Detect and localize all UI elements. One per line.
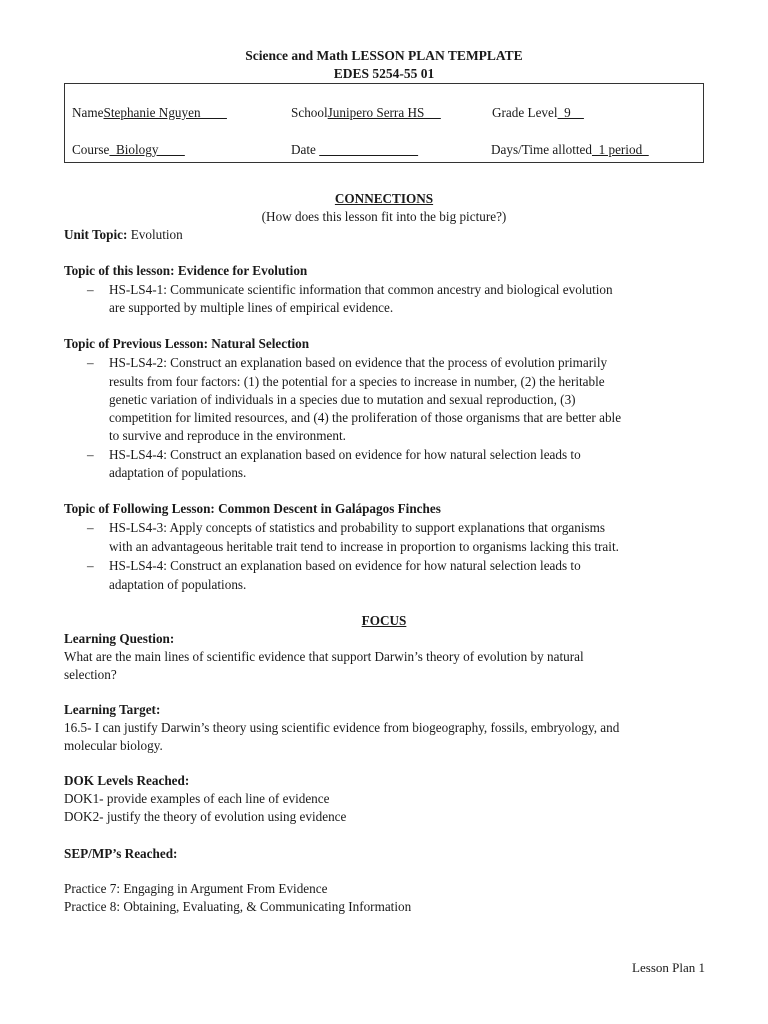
bullet-dash: – xyxy=(87,355,94,370)
bullet-line: genetic variation of individuals in a species due to mutation and sexual reproduction, (3) xyxy=(109,392,576,407)
following-lesson-label: Topic of Following Lesson: Common Descent in Galápagos Finches xyxy=(64,501,441,516)
grade-value: 9 xyxy=(557,105,584,120)
sep-line: Practice 8: Obtaining, Evaluating, & Communicating Information xyxy=(64,899,412,914)
learning-question-label: Learning Question: xyxy=(64,631,175,646)
dok-line: DOK2- justify the theory of evolution using evidence xyxy=(64,809,347,824)
bullet-line: HS-LS4-2: Construct an explanation based on evidence that the process of evolution primarily xyxy=(109,355,608,370)
name-value: Stephanie Nguyen xyxy=(103,105,227,120)
focus-heading: FOCUS xyxy=(361,613,407,628)
sep-label: SEP/MP’s Reached: xyxy=(64,846,178,861)
school-value: Junipero Serra HS xyxy=(327,105,441,120)
this-lesson-label: Topic of this lesson: Evidence for Evolution xyxy=(64,263,308,278)
name-field xyxy=(72,105,227,121)
date-field xyxy=(291,142,418,158)
bullet-line: HS-LS4-1: Communicate scientific information that common ancestry and biological evolution xyxy=(109,282,613,297)
days-label: Days/Time allotted xyxy=(491,142,592,157)
bullet-line: competition for limited resources, and (4) the proliferation of those organisms that are better able xyxy=(109,410,622,425)
dok-line: DOK1- provide examples of each line of evidence xyxy=(64,791,330,806)
grade-field xyxy=(492,105,584,121)
connections-heading: CONNECTIONS xyxy=(334,191,434,206)
bullet-dash: – xyxy=(87,447,94,462)
school-field xyxy=(291,105,441,121)
learning-question-line: selection? xyxy=(64,667,117,682)
bullet-line: with an advantageous heritable trait tend to increase in proportion to organisms lacking this trait. xyxy=(109,539,619,554)
dok-label: DOK Levels Reached: xyxy=(64,773,190,788)
bullet-line: adaptation of populations. xyxy=(109,465,247,480)
course-label: Course xyxy=(72,142,110,157)
days-field xyxy=(491,142,649,158)
course-field xyxy=(72,142,185,158)
unit-topic-value: Evolution xyxy=(130,227,183,242)
bullet-line: to survive and reproduce in the environment. xyxy=(109,428,346,443)
bullet-line: HS-LS4-3: Apply concepts of statistics and probability to support explanations that organisms xyxy=(109,520,606,535)
document-title: Science and Math LESSON PLAN TEMPLATE xyxy=(245,48,523,63)
bullet-line: HS-LS4-4: Construct an explanation based on evidence for how natural selection leads to xyxy=(109,447,581,462)
unit-topic-label: Unit Topic: xyxy=(64,227,128,242)
learning-question-line: What are the main lines of scientific evidence that support Darwin’s theory of evolution by natural xyxy=(64,649,584,664)
bullet-dash: – xyxy=(87,520,94,535)
course-code: EDES 5254-55 01 xyxy=(333,66,435,81)
bullet-line: HS-LS4-4: Construct an explanation based on evidence for how natural selection leads to xyxy=(109,558,581,573)
sep-line: Practice 7: Engaging in Argument From Evidence xyxy=(64,881,328,896)
bullet-line: adaptation of populations. xyxy=(109,577,247,592)
unit-topic xyxy=(64,226,183,244)
days-value: 1 period xyxy=(591,142,649,157)
page-footer: Lesson Plan 1 xyxy=(632,960,705,975)
connections-subheading: (How does this lesson fit into the big picture?) xyxy=(261,209,507,224)
learning-target-line: molecular biology. xyxy=(64,738,163,753)
name-label: Name xyxy=(72,105,104,120)
date-value xyxy=(319,142,418,157)
school-label: School xyxy=(291,105,328,120)
learning-target-label: Learning Target: xyxy=(64,702,161,717)
bullet-line: results from four factors: (1) the potential for a species to increase in number, (2) the heritable xyxy=(109,374,605,389)
bullet-dash: – xyxy=(87,558,94,573)
previous-lesson-label: Topic of Previous Lesson: Natural Selection xyxy=(64,336,310,351)
course-value: Biology xyxy=(109,142,185,157)
learning-target-line: 16.5- I can justify Darwin’s theory using scientific evidence from biogeography, fossils, embryology, and xyxy=(64,720,620,735)
bullet-dash: – xyxy=(87,282,94,297)
bullet-line: are supported by multiple lines of empirical evidence. xyxy=(109,300,394,315)
date-label: Date xyxy=(291,142,316,157)
grade-label: Grade Level xyxy=(492,105,558,120)
